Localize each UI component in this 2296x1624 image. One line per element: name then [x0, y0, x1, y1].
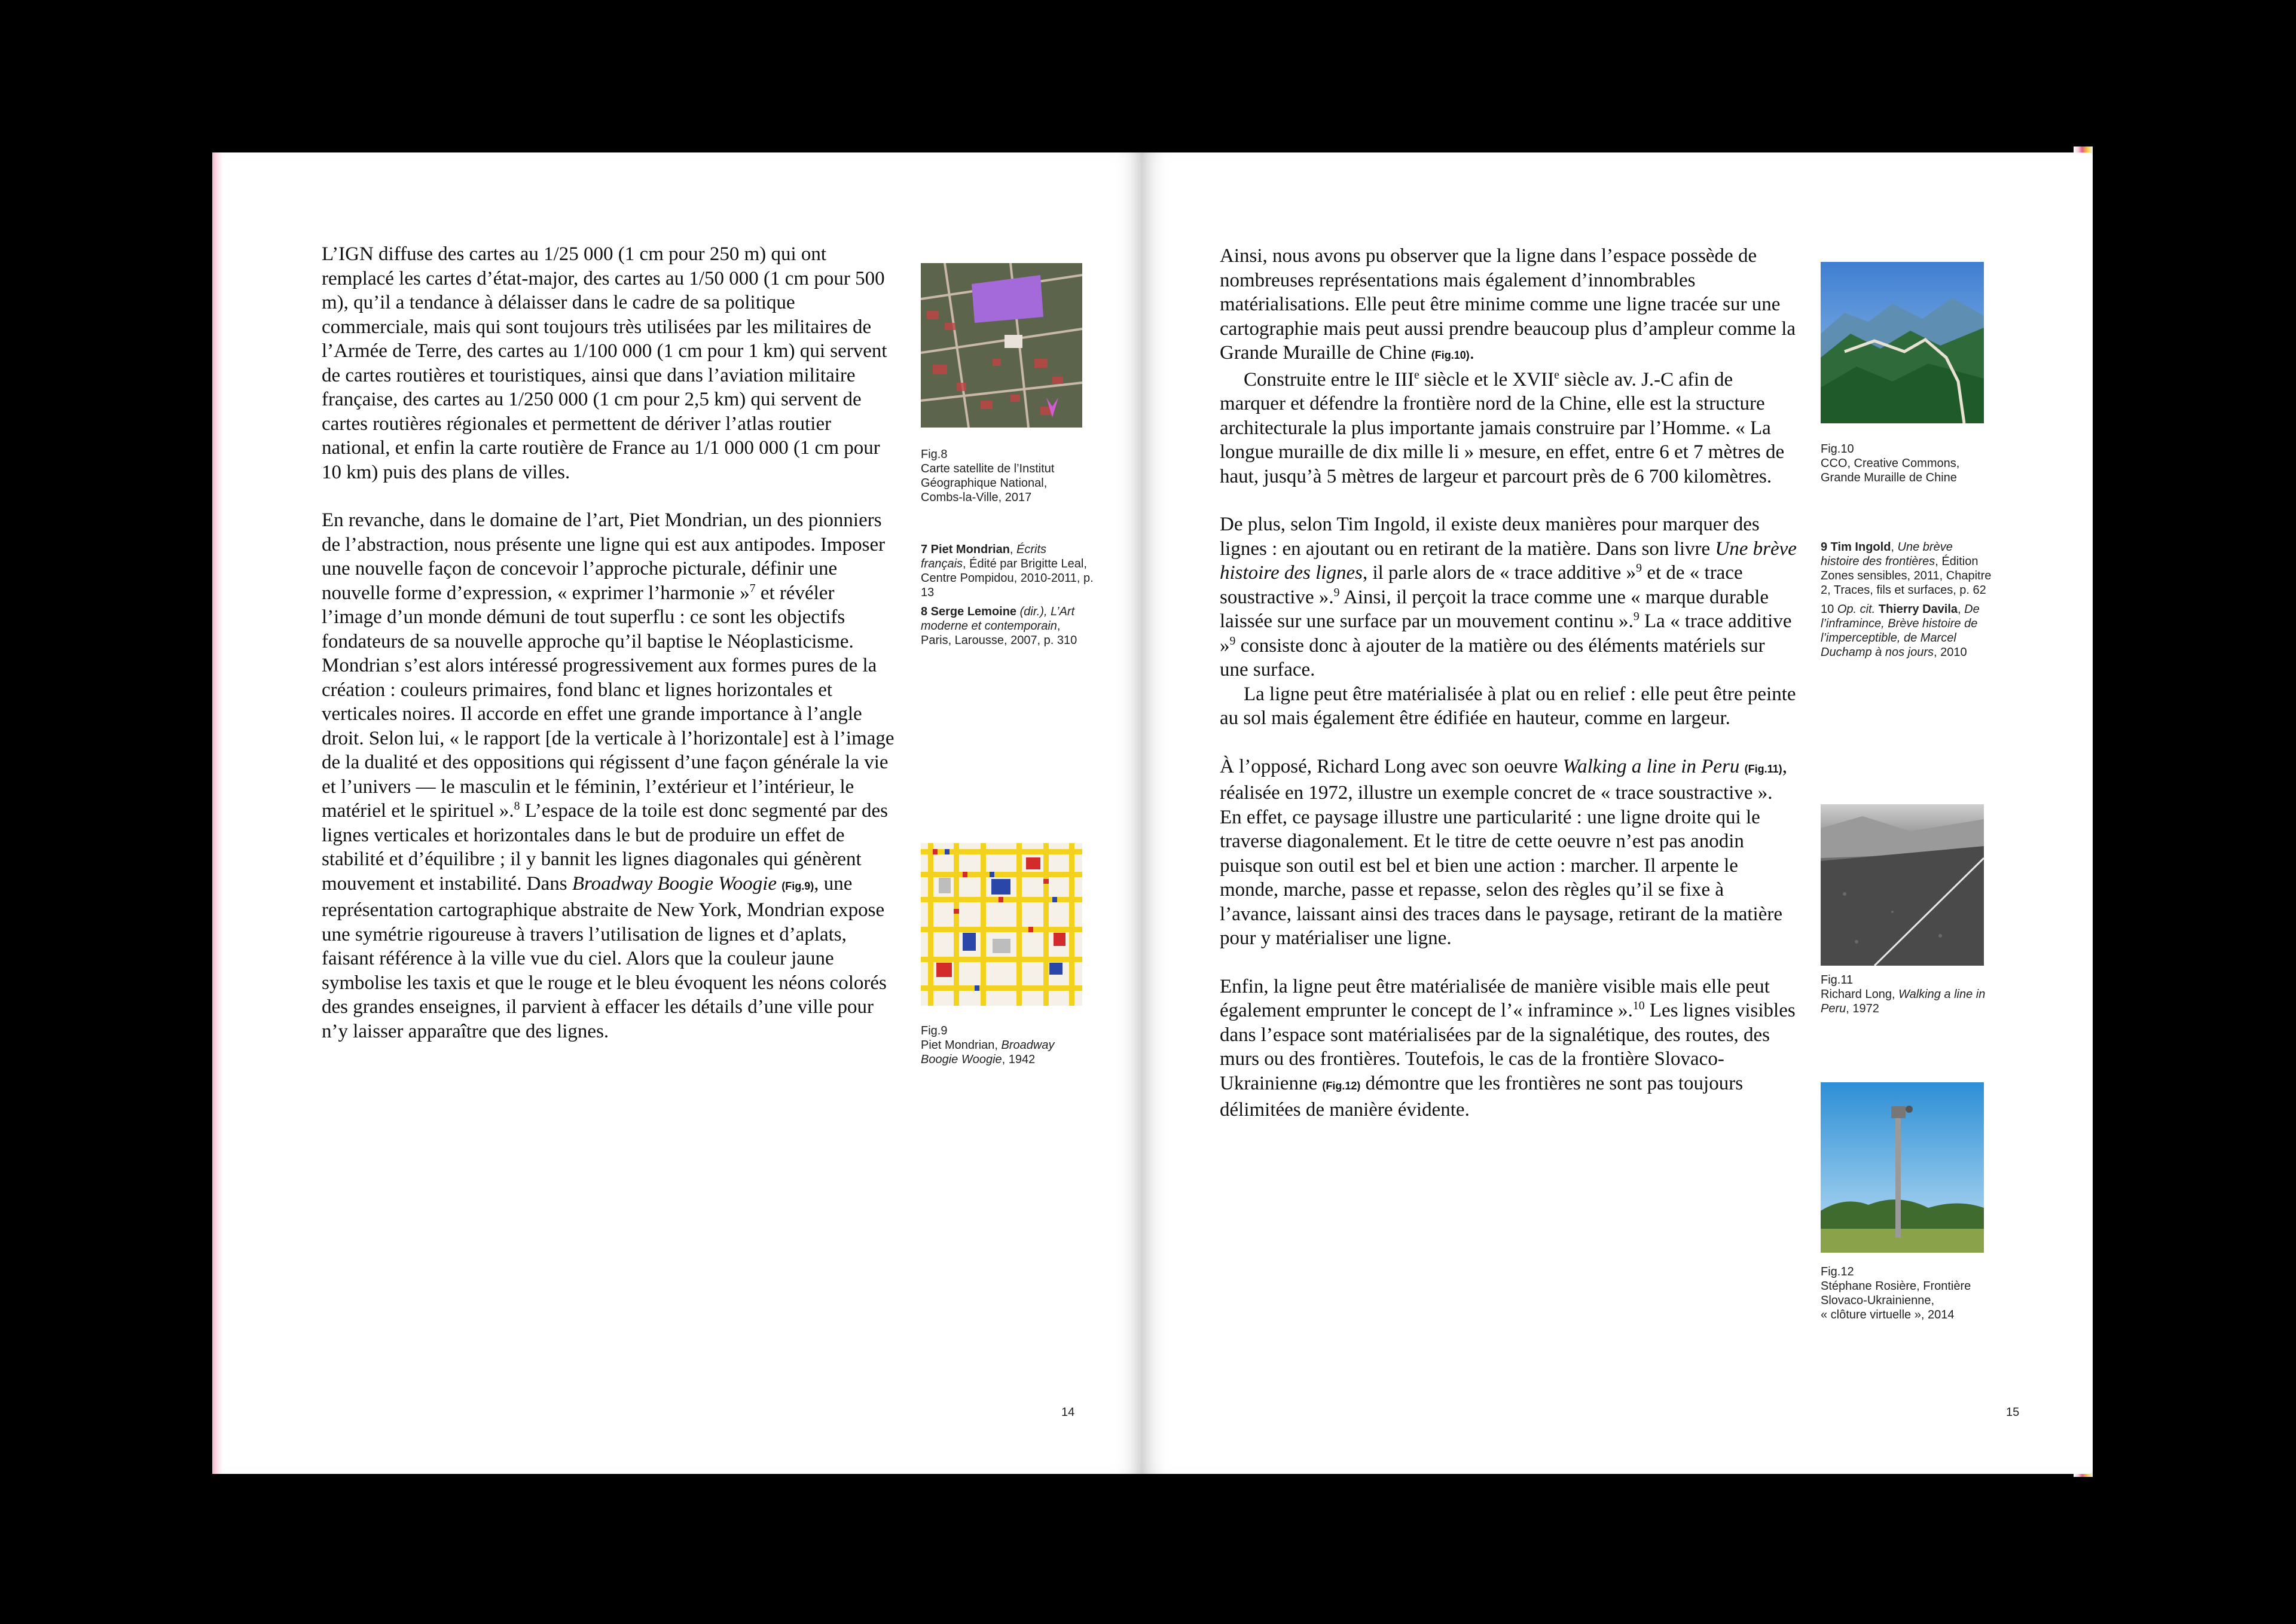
fig10-caption [1821, 442, 2000, 485]
paragraph [1220, 975, 1797, 1122]
text-run: Construite entre le III [1244, 368, 1414, 390]
text-run: , Édité par Brigitte Leal, Centre Pompidou, 2010-2011, p. 13 [921, 557, 1094, 599]
text-run: Fig.9 [921, 1024, 948, 1037]
text-run: , il parle alors de « trace additive » [1362, 562, 1636, 584]
text-run: consiste donc à ajouter de la matière ou des éléments matériels sur une surface. [1220, 634, 1765, 680]
text-run: , Paris, Larousse, 2007, p. 310 [921, 619, 1077, 647]
text-run: L’IGN diffuse des cartes au 1/25 000 (1 cm pour 250 m) qui ont remplacé les cartes d’état-major, des cartes au 1/50 000 (1 cm pour 500 m), qu’il a tendance à délaisser dans le cadre de sa politique commerciale, mais qui sont toujours très utilisées par les militaires de l’Armée de Terre, des cartes au 1/100 000 (1 cm pour 1 km) qui servent de cartes routières et touristiques, ainsi que dans l’aviation militaire française, des cartes au 1/250 000 (1 cm pour 2,5 km) qui servent de cartes routières régionales et permettent de dériver l’atlas routier national, et enfin la carte routière de France au 1/1 000 000 (1 cm pour 10 km) puis des plans de villes. [322, 243, 887, 483]
text-run: , [1891, 541, 1898, 554]
text-run: La ligne peut être matérialisée à plat ou en relief : elle peut être peinte au sol mais également être édifiée en hauteur, comme en largeur. [1220, 683, 1796, 729]
text-run: (dir.), L’Art moderne et contemporain [921, 605, 1075, 633]
caption-line: CCO, Creative Commons, [1821, 457, 1960, 470]
text-run: e [1413, 368, 1419, 381]
text-run: 9 [1633, 610, 1639, 623]
fig11-caption [1821, 973, 1994, 1016]
text-run: Broadway Boogie Woogie [921, 1039, 1055, 1066]
caption-line: Géographique National, [921, 477, 1048, 490]
text-run: . [1469, 342, 1474, 364]
fig8-svg [921, 263, 1082, 428]
caption-line: Stéphane Rosière, Frontière [1821, 1280, 1971, 1293]
text-run: siècle av. J.-C afin de marquer et défendre la frontière nord de la Chine, elle est la structure architecturale la plus importante jamais construire par l’Homme. « La longue muraille de dix mille li » mesure, en effet, entre 6 et 7 mètres de haut, jusqu’à 5 mètres de largeur et parcourt près de 6 700 kilomètres. [1220, 368, 1785, 487]
page-number-right: 15 [2006, 1406, 2020, 1419]
fig9-svg [921, 843, 1082, 1006]
fig12-virtual-fence-image [1821, 1082, 1984, 1253]
text-run: démontre que les frontières ne sont pas toujours délimitées de manière évidente. [1220, 1072, 1744, 1121]
text-run: 10 [1821, 603, 1837, 616]
fig9-mondrian-image [921, 843, 1082, 1006]
paragraph [322, 508, 899, 1043]
caption-line: « clôture virtuelle », 2014 [1821, 1308, 1955, 1321]
paragraph [322, 242, 899, 484]
paragraph [1220, 244, 1797, 368]
left-body-text [322, 242, 899, 1043]
text-run: (Fig.9) [781, 880, 814, 892]
text-run: , une représentation cartographique abstraite de New York, Mondrian expose une symétrie rigoureuse à travers l’utilisation de lignes et d’aplats, faisant référence à la ville vue du ciel. Alors que la couleur jaune symbolise les taxis et que le rouge et le bleu évoquent les néons colorés des grandes enseignes, il parvient à effacer les détails d’une ville pour n’y laisser apparaître que des lignes. [322, 872, 887, 1042]
left-page [212, 152, 1142, 1474]
text-run: Broadway Boogie Woogie [572, 872, 777, 895]
text-run: 7 Piet Mondrian [921, 543, 1010, 556]
page-edge-left [212, 152, 223, 1474]
fig11-walking-line-image [1821, 804, 1984, 966]
caption-line: Combs-la-Ville, 2017 [921, 491, 1032, 504]
text-run: Enfin, la ligne peut être matérialisée de manière visible mais elle peut également emprunter le concept de l’« inframince ». [1220, 975, 1770, 1021]
page-number-left: 14 [1061, 1406, 1075, 1419]
text-run: siècle et le XVII [1419, 368, 1555, 390]
caption-line: Slovaco-Ukrainienne, [1821, 1294, 1935, 1307]
fig10-svg [1821, 262, 1984, 423]
text-run: Ainsi, il perçoit la trace comme une « marque durable laissée sur une surface par un mouvement continu ». [1220, 586, 1769, 632]
text-run: 7 [749, 581, 756, 595]
fig9-caption [921, 1024, 1094, 1067]
text-run: En revanche, dans le domaine de l’art, Piet Mondrian, un des pionniers de l’abstraction, nous présente une ligne qui est aux antipodes. Imposer une nouvelle façon de concevoir l’approche picturale, définir une nouvelle forme d’expression, « exprimer l’harmonie » [322, 509, 886, 604]
text-run: Fig.11 [1821, 973, 1854, 987]
fig8-satellite-map-image [921, 263, 1082, 428]
text-run: et révéler l’image d’un monde démuni de tout superflu : ce sont les objectifs fondateurs de sa nouvelle approche qu’il baptise le Néoplasticisme. Mondrian s’est alors intéressé progressivement aux formes pures de la création : couleurs primaires, fond blanc et lignes horizontales et verticales noires. Il accorde en effet une grande importance à l’angle droit. Selon lui, « le rapport [de la verticale à l’horizontale] est à l’image de la dualité et des oppositions qui régissent d’une façon générale la vie et l’univers — le masculin et le féminin, l’extérieur et l’intérieur, le matériel et le spirituel ». [322, 582, 894, 822]
text-run [1739, 756, 1744, 777]
text-run: (Fig.11) [1744, 762, 1782, 775]
text-run: Walking a line in Peru [1562, 755, 1740, 777]
text-run: 9 Tim Ingold [1821, 541, 1891, 554]
text-run: Thierry Davila [1878, 603, 1958, 616]
paragraph [1220, 755, 1797, 951]
text-run: e [1554, 368, 1559, 381]
text-run: À l’opposé, Richard Long avec son oeuvre [1220, 755, 1563, 777]
footnote-9 [1821, 540, 1994, 597]
text-run: (Fig.10) [1431, 349, 1470, 361]
caption-line: Carte satellite de l’Institut [921, 462, 1055, 475]
text-run: , [1958, 603, 1965, 616]
footnotes-left [921, 542, 1094, 652]
text-run: Op. cit. [1837, 603, 1876, 616]
text-run: Une brève histoire des frontières [1821, 541, 1953, 568]
footnote-8 [921, 605, 1094, 648]
text-run: L’espace de la toile est donc segmenté par des lignes verticales et horizontales dans le but de produire un effet de stabilité et d’équilibre ; il y bannit les lignes diagonales qui génèrent mouvement et instabilité. Dans [322, 800, 888, 895]
caption-line: Fig.12 [1821, 1265, 1854, 1278]
text-run: , 2010 [1933, 646, 1967, 659]
fig12-caption [1821, 1265, 2000, 1322]
text-run: Walking a line in Peru [1821, 988, 1986, 1015]
fig10-great-wall-image [1821, 262, 1984, 423]
text-run: , [1009, 543, 1017, 556]
text-run: 8 [514, 799, 520, 813]
caption-line: Grande Muraille de Chine [1821, 471, 1957, 484]
text-run: 9 [1229, 634, 1236, 648]
footnote-7 [921, 542, 1094, 600]
text-run: , Édition Zones sensibles, 2011, Chapitre 2, Traces, fils et surfaces, p. 62 [1821, 555, 1992, 597]
text-run: , réalisée en 1972, illustre un exemple concret de « trace soustractive ». En effet, ce paysage illustre une particularité : une ligne droite qui le traverse diagonalement. Et le titre de cette oeuvre n’est pas anodin puisque son outil est bel et bien une action : marcher. Il arpente le monde, marche, passe et repasse, selon des règles qu’il se fixe à l’avance, laissant ainsi des traces dans le paysage, retirant de la matière pour y matérialiser une ligne. [1220, 755, 1787, 949]
text-run: et de « trace soustractive ». [1220, 562, 1743, 608]
paragraph [1220, 682, 1797, 731]
text-run: Une brève histoire des lignes [1220, 538, 1797, 584]
text-run: De plus, selon Tim Ingold, il existe deux manières pour marquer des lignes : en ajoutant ou en retirant de la matière. Dans son livre [1220, 514, 1760, 560]
text-run: Piet Mondrian, [921, 1039, 1002, 1052]
text-run: La « trace additive » [1220, 610, 1792, 657]
footnote-10 [1821, 602, 1994, 660]
text-run: , 1942 [1002, 1053, 1036, 1066]
text-run: , 1972 [1846, 1002, 1879, 1015]
text-run: Richard Long, [1821, 988, 1899, 1001]
footnotes-right [1821, 540, 1994, 664]
caption-line: Fig.10 [1821, 442, 1854, 456]
paragraph [1220, 368, 1797, 489]
paragraph [1220, 512, 1797, 682]
fig8-caption [921, 447, 1094, 505]
text-run: 8 Serge Lemoine [921, 605, 1017, 618]
fig11-svg [1821, 804, 1984, 966]
right-body-text [1220, 244, 1797, 1122]
right-page [1142, 152, 2093, 1474]
text-run: 9 [1333, 585, 1340, 599]
text-run: De l’inframince, Brève histoire de l’imperceptible, de Marcel Duchamp à nos jours [1821, 603, 1980, 659]
text-run: 10 [1632, 999, 1645, 1012]
text-run: 9 [1636, 561, 1642, 575]
text-run: Les lignes visibles dans l’espace sont matérialisées par de la signalétique, des routes, des murs ou des frontières. Toutefois, le cas de la frontière Slovaco-Ukrainienne [1220, 1000, 1796, 1094]
caption-line: Fig.8 [921, 448, 948, 461]
text-run: Ainsi, nous avons pu observer que la ligne dans l’espace possède de nombreuses représentations mais également d’innombrables matérialisations. Elle peut être minime comme une ligne tracée sur une cartographie mais peut aussi prendre beaucoup plus d’ampleur comme la Grande Muraille de Chine [1220, 245, 1796, 364]
fig12-svg [1821, 1082, 1984, 1253]
text-run: (Fig.12) [1322, 1079, 1361, 1092]
text-run: Écrits français [921, 543, 1047, 570]
